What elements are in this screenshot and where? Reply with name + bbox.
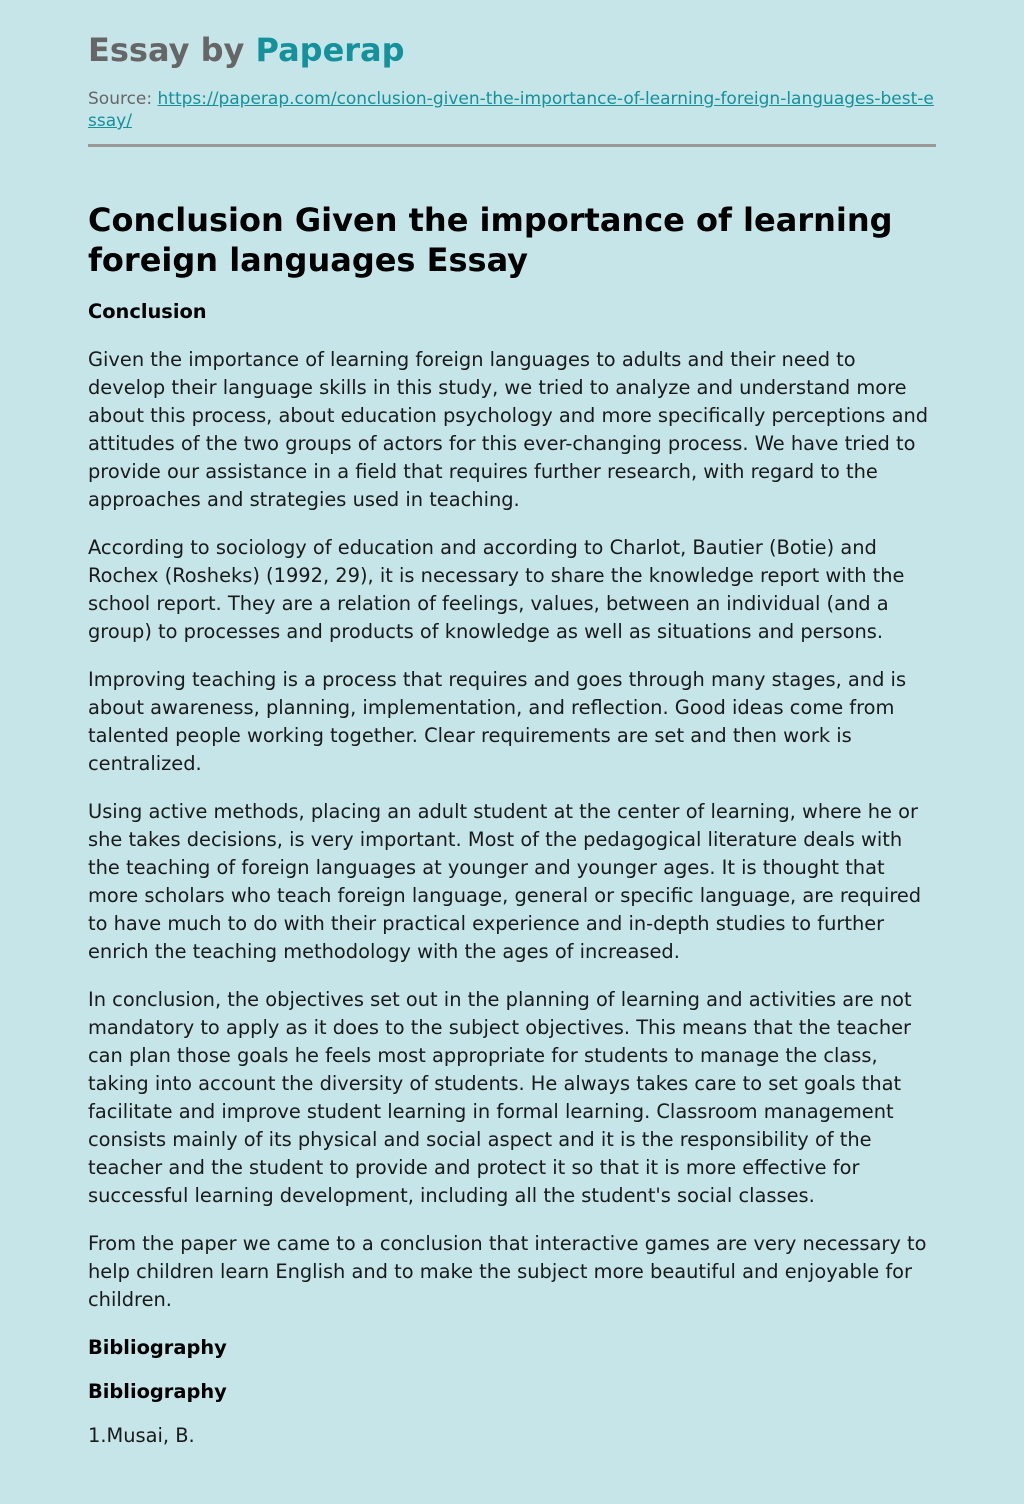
paragraph: In conclusion, the objectives set out in the planning of learning and activities are not mandatory to apply as it does to the subject objectives. This means that the teacher can plan those goals he feels most appropriate for students to manage the class, taking into account the diversity of students. He always takes care to set goals that facilitate and improve student learning in formal learning. Classroom management consists mainly of its physical and social aspect and it is the responsibility of the teacher and the student to provide and protect it so that it is more effective for successful learning development, including all the student's social classes. (88, 988, 912, 1207)
source-line (88, 88, 936, 132)
paragraph: According to sociology of education and according to Charlot, Bautier (Botie) and Rochex (Rosheks) (1992, 29), it is necessary to share the knowledge report with the school report. They are a relation of feelings, values, between an individual (and a group) to processes and products of knowledge as well as situations and persons. (88, 536, 905, 643)
source-link[interactable]: https://paperap.com/conclusion-given-the-importance-of-learning-foreign-languages-best-essay/ (88, 89, 934, 131)
bibliography-subheading: Bibliography (88, 1380, 227, 1403)
paragraph: Given the importance of learning foreign languages to adults and their need to develop their language skills in this study, we tried to analyze and understand more about this process, about education psychology and more specifically perceptions and attitudes of the two groups of actors for this ever-changing process. We have tried to provide our assistance in a field that requires further research, with regard to the approaches and strategies used in teaching. (88, 348, 929, 511)
paragraph: Improving teaching is a process that requires and goes through many stages, and is about awareness, planning, implementation, and reflection. Good ideas come from talented people working together. Clear requirements are set and then work is centralized. (88, 668, 907, 775)
header-divider (88, 144, 936, 147)
bibliography-item: 1.Musai, B. (88, 1424, 195, 1447)
brand-prefix: Essay by (88, 31, 256, 69)
section-heading: Conclusion (88, 300, 207, 323)
bibliography-heading: Bibliography (88, 1336, 227, 1359)
paragraph: From the paper we came to a conclusion that interactive games are very necessary to help children learn English and to make the subject more beautiful and enjoyable for children. (88, 1232, 927, 1311)
site-brand[interactable] (88, 30, 405, 70)
article-body (88, 298, 936, 1470)
brand-name: Paperap (255, 31, 405, 69)
article-title: Conclusion Given the importance of learning foreign languages Essay (88, 201, 893, 279)
paragraph: Using active methods, placing an adult student at the center of learning, where he or she takes decisions, is very important. Most of the pedagogical literature deals with the teaching of foreign languages at younger and younger ages. It is thought that more scholars who teach foreign language, general or specific language, are required to have much to do with their practical experience and in-depth studies to further enrich the teaching methodology with the ages of increased. (88, 800, 922, 963)
source-label: Source: (88, 89, 153, 109)
